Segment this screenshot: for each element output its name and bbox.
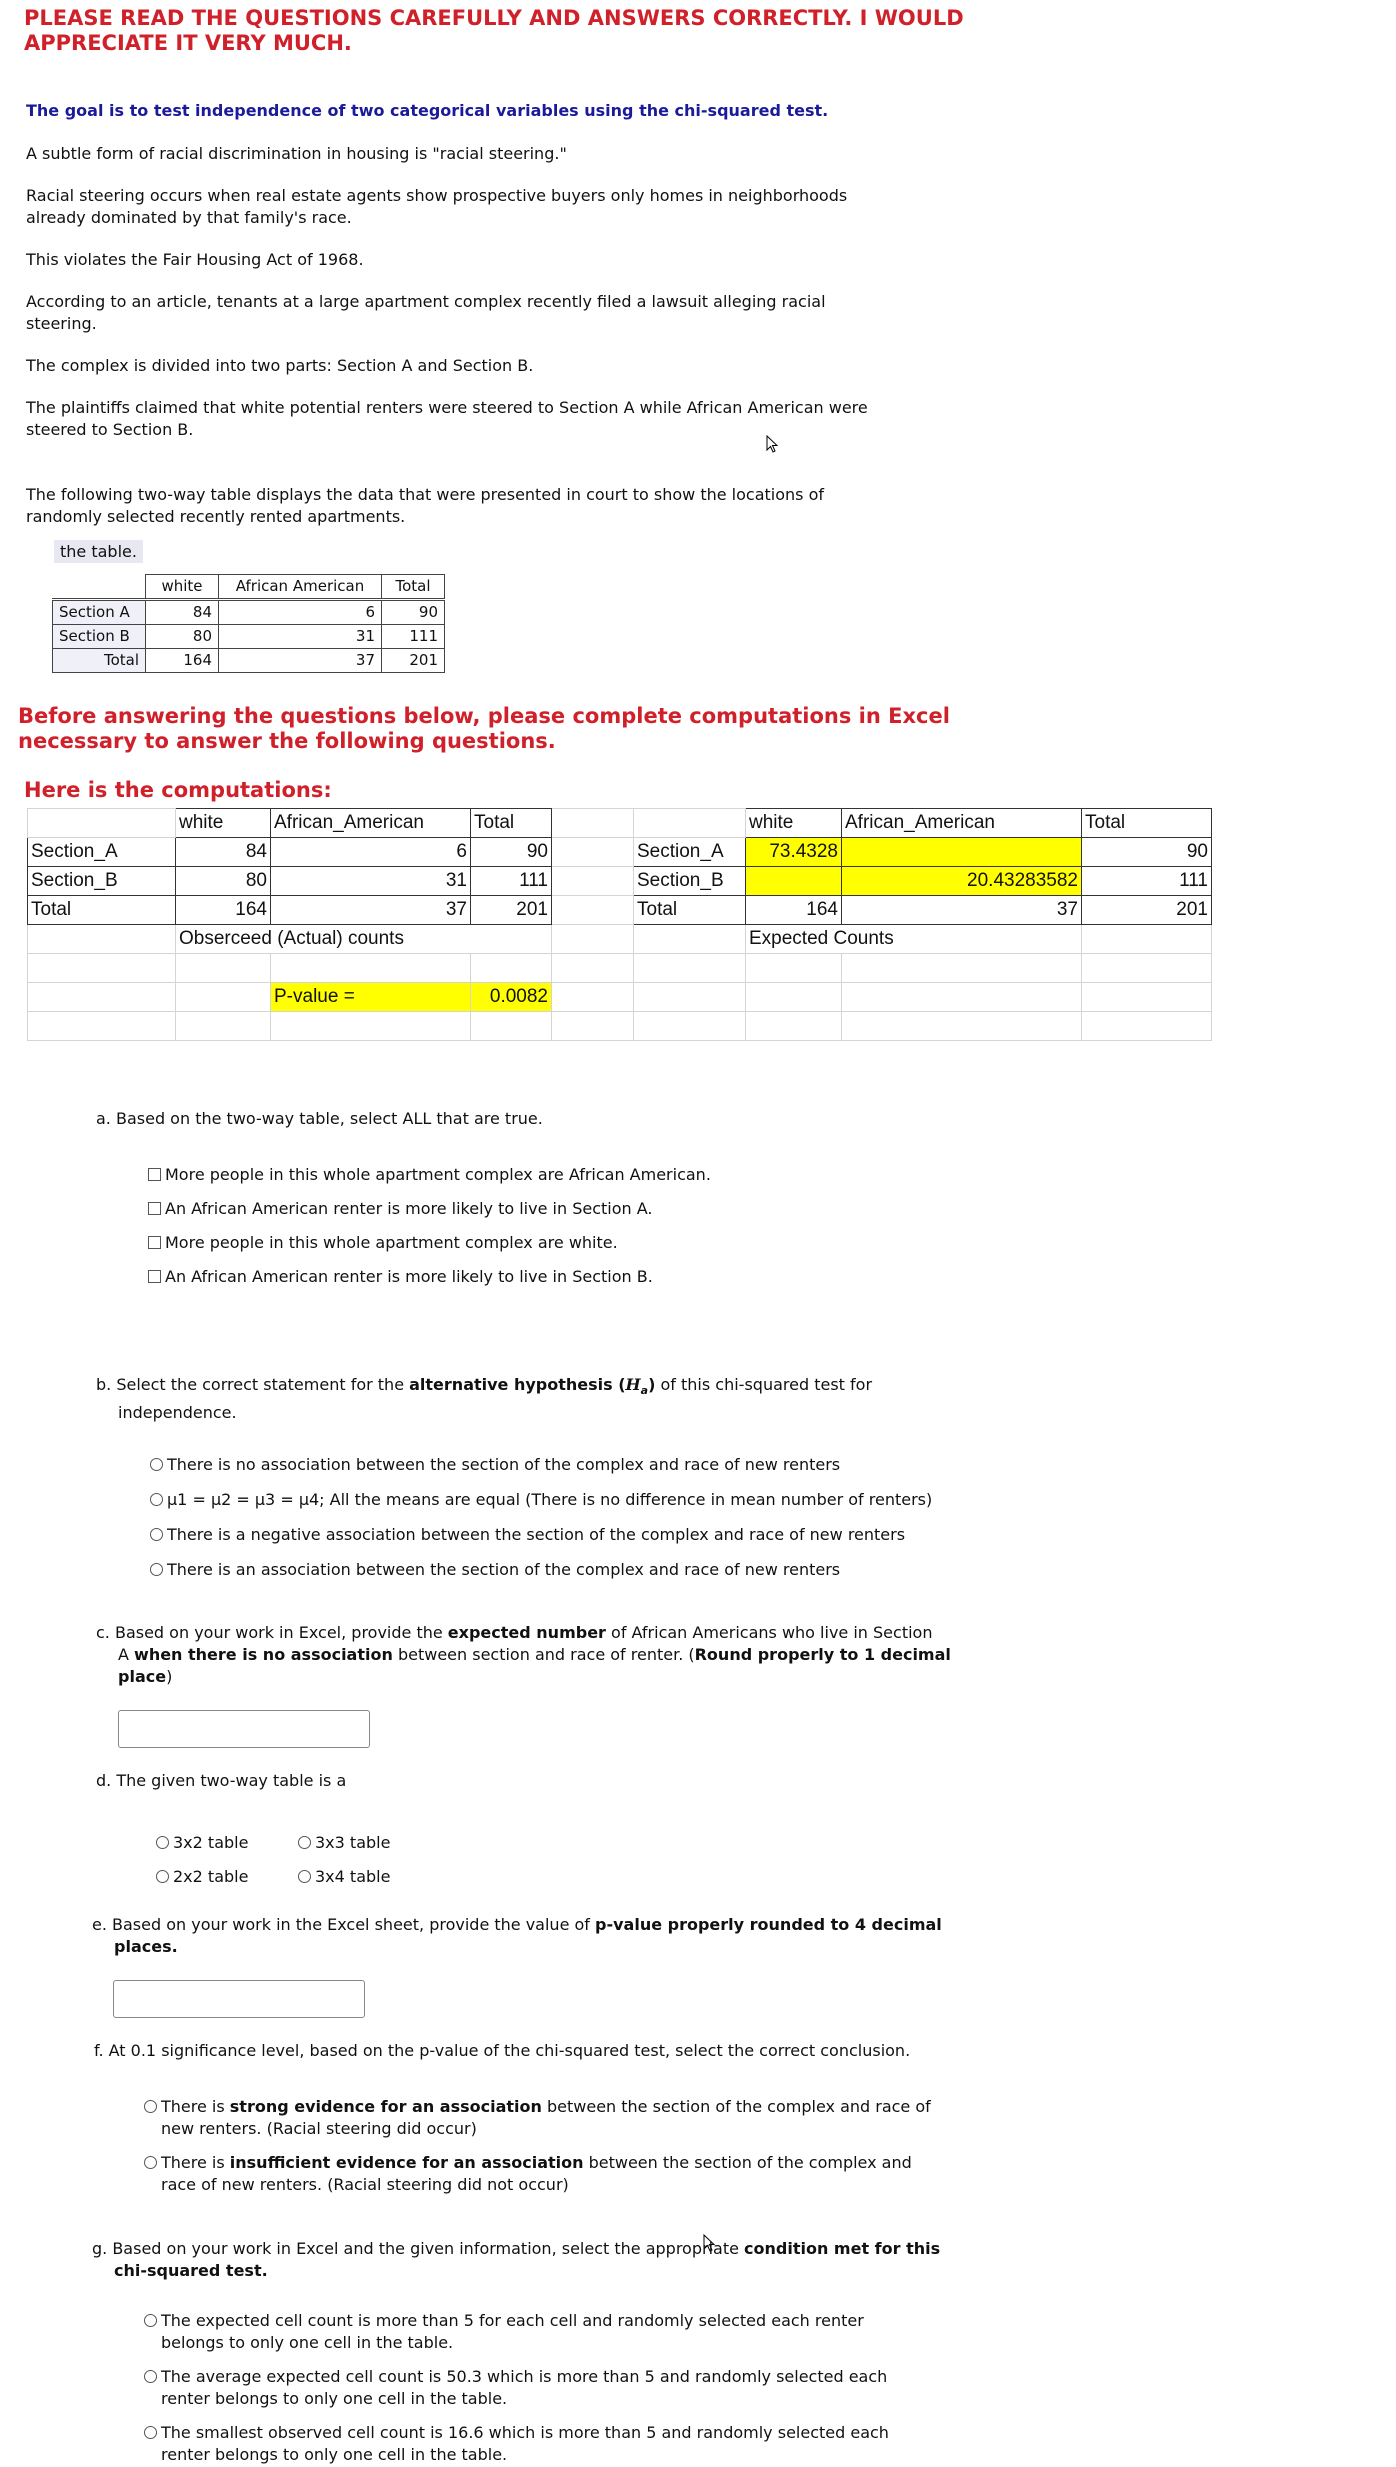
question-d-option[interactable]: 3x2 table xyxy=(156,1832,248,1854)
question-f-option[interactable]: There is insufficient evidence for an association between the section of the complex and race of new renters. (Racial steering did not occur) xyxy=(144,2152,1044,2196)
radio-button[interactable] xyxy=(150,1563,163,1576)
excel-row-label[interactable]: Total xyxy=(28,896,176,925)
question-g-option[interactable]: The expected cell count is more than 5 for each cell and randomly selected each renter belongs to only one cell in the table. xyxy=(144,2310,1044,2354)
two-way-cell: 37 xyxy=(219,649,382,673)
question-f-prompt: f. At 0.1 significance level, based on the p-value of the chi-squared test, select the correct conclusion. xyxy=(94,2041,911,2060)
excel-observed-cell[interactable]: 6 xyxy=(271,838,471,867)
two-way-header-blank xyxy=(53,575,146,600)
excel-cell[interactable] xyxy=(28,1012,176,1041)
excel-observed-cell[interactable]: 201 xyxy=(471,896,552,925)
excel-cell[interactable] xyxy=(471,1012,552,1041)
excel-header-total[interactable]: Total xyxy=(471,809,552,838)
radio-button[interactable] xyxy=(156,1836,169,1849)
instructions-line-1: Before answering the questions below, please complete computations in Excel xyxy=(18,704,950,728)
question-b-option[interactable]: There is an association between the section of the complex and race of new renters xyxy=(150,1559,1150,1581)
checkbox[interactable] xyxy=(148,1202,161,1215)
computations-heading: Here is the computations: xyxy=(24,778,332,802)
two-way-header-total: Total xyxy=(382,575,445,600)
checkbox[interactable] xyxy=(148,1236,161,1249)
two-way-header-row xyxy=(53,575,445,600)
excel-row xyxy=(28,896,1212,925)
excel-pvalue-label[interactable]: P-value = xyxy=(271,983,471,1012)
two-way-cell: 6 xyxy=(219,600,382,625)
excel-cell[interactable] xyxy=(1082,925,1212,954)
question-f-option[interactable]: There is strong evidence for an association between the section of the complex and race of new renters. (Racial steering did occur) xyxy=(144,2096,1044,2140)
two-way-row-label: Section A xyxy=(53,600,146,625)
excel-cell[interactable] xyxy=(552,838,634,867)
intro-p3: This violates the Fair Housing Act of 1968. xyxy=(26,250,364,269)
question-g-option[interactable]: The smallest observed cell count is 16.6 which is more than 5 and randomly selected each renter belongs to only one cell in the table. xyxy=(144,2422,1044,2466)
excel-cell[interactable] xyxy=(634,925,746,954)
question-f-options xyxy=(144,2096,1044,2196)
excel-row-label[interactable]: Total xyxy=(634,896,746,925)
two-way-cell: 90 xyxy=(382,600,445,625)
question-a-prompt: a. Based on the two-way table, select ALL that are true. xyxy=(96,1109,543,1128)
excel-cell[interactable] xyxy=(28,925,176,954)
radio-button[interactable] xyxy=(144,2426,157,2439)
table-label: the table. xyxy=(54,540,143,563)
excel-expected-cell[interactable] xyxy=(842,838,1082,867)
instructions-heading xyxy=(18,704,1018,754)
two-way-row-label: Section B xyxy=(53,625,146,649)
intro-p5: The complex is divided into two parts: Section A and Section B. xyxy=(26,356,534,375)
excel-cell[interactable] xyxy=(634,809,746,838)
header-line-1: PLEASE READ THE QUESTIONS CAREFULLY AND ANSWERS CORRECTLY. I WOULD xyxy=(24,6,964,30)
excel-cell[interactable] xyxy=(1082,983,1212,1012)
excel-cell[interactable] xyxy=(552,1012,634,1041)
two-way-cell: 201 xyxy=(382,649,445,673)
intro-p1: A subtle form of racial discrimination in housing is "racial steering." xyxy=(26,144,567,163)
radio-button[interactable] xyxy=(144,2370,157,2383)
excel-pvalue-value[interactable]: 0.0082 xyxy=(471,983,552,1012)
two-way-header-white: white xyxy=(146,575,219,600)
excel-expected-cell[interactable]: 20.43283582 xyxy=(842,867,1082,896)
two-way-header-aa: African American xyxy=(219,575,382,600)
goal-statement: The goal is to test independence of two categorical variables using the chi-squared test. xyxy=(26,101,829,120)
header-line-2: APPRECIATE IT VERY MUCH. xyxy=(24,31,352,55)
question-a-options xyxy=(148,1164,1048,1288)
intro-p2: Racial steering occurs when real estate agents show prospective buyers only homes in neighborhoods already dominated by that family's race. xyxy=(26,186,848,227)
excel-cell[interactable] xyxy=(552,983,634,1012)
excel-cell[interactable] xyxy=(634,954,746,983)
radio-button[interactable] xyxy=(144,2100,157,2113)
excel-cell[interactable] xyxy=(746,983,842,1012)
excel-cell[interactable] xyxy=(176,954,271,983)
excel-cell[interactable] xyxy=(471,954,552,983)
excel-cell[interactable] xyxy=(552,867,634,896)
excel-header-aa[interactable]: African_American xyxy=(842,809,1082,838)
excel-cell[interactable] xyxy=(176,983,271,1012)
question-b-option[interactable]: There is no association between the section of the complex and race of new renters xyxy=(150,1454,1150,1476)
excel-cell[interactable] xyxy=(746,954,842,983)
radio-button[interactable] xyxy=(150,1458,163,1471)
excel-cell[interactable] xyxy=(1082,954,1212,983)
two-way-row xyxy=(53,600,445,625)
excel-observed-cell[interactable]: 80 xyxy=(176,867,271,896)
excel-cell[interactable] xyxy=(552,896,634,925)
excel-caption-row xyxy=(28,925,1212,954)
expected-number-input[interactable] xyxy=(118,1710,370,1748)
excel-row-label[interactable]: Section_B xyxy=(28,867,176,896)
excel-cell[interactable] xyxy=(1082,1012,1212,1041)
two-way-row-label: Total xyxy=(53,649,146,673)
radio-button[interactable] xyxy=(298,1870,311,1883)
two-way-table xyxy=(52,574,445,673)
radio-button[interactable] xyxy=(144,2156,157,2169)
intro-text xyxy=(26,143,926,461)
radio-button[interactable] xyxy=(298,1836,311,1849)
excel-header-white[interactable]: white xyxy=(176,809,271,838)
excel-cell[interactable] xyxy=(842,954,1082,983)
excel-expected-cell[interactable]: 164 xyxy=(746,896,842,925)
excel-cell[interactable] xyxy=(842,1012,1082,1041)
question-d-option[interactable]: 3x4 table xyxy=(298,1866,390,1888)
excel-row-label[interactable]: Section_B xyxy=(634,867,746,896)
excel-row xyxy=(28,867,1212,896)
excel-sheet xyxy=(27,808,1212,1041)
excel-header-total[interactable]: Total xyxy=(1082,809,1212,838)
question-g-options xyxy=(144,2310,1044,2466)
excel-observed-cell[interactable]: 164 xyxy=(176,896,271,925)
excel-observed-cell[interactable]: 111 xyxy=(471,867,552,896)
excel-cell[interactable] xyxy=(552,954,634,983)
excel-observed-cell[interactable]: 31 xyxy=(271,867,471,896)
radio-button[interactable] xyxy=(150,1493,163,1506)
excel-pvalue-row xyxy=(28,983,1212,1012)
excel-cell[interactable] xyxy=(634,1012,746,1041)
question-a-option[interactable]: An African American renter is more likely to live in Section A. xyxy=(148,1198,1048,1220)
excel-cell[interactable] xyxy=(271,1012,471,1041)
excel-cell[interactable] xyxy=(552,925,634,954)
two-way-cell: 111 xyxy=(382,625,445,649)
excel-expected-cell[interactable]: 90 xyxy=(1082,838,1212,867)
excel-cell[interactable] xyxy=(746,1012,842,1041)
radio-button[interactable] xyxy=(144,2314,157,2327)
excel-expected-cell[interactable]: 37 xyxy=(842,896,1082,925)
question-b-option[interactable]: μ1 = μ2 = μ3 = μ4; All the means are equal (There is no difference in mean number of renters) xyxy=(150,1489,1150,1511)
excel-cell[interactable] xyxy=(176,1012,271,1041)
excel-row-label[interactable]: Section_A xyxy=(634,838,746,867)
excel-observed-cell[interactable]: 84 xyxy=(176,838,271,867)
excel-header-aa[interactable]: African_American xyxy=(271,809,471,838)
question-b-prompt: b. Select the correct statement for the alternative hypothesis $(H_a)$ of this chi-squared test for independence. xyxy=(96,1375,873,1423)
excel-row xyxy=(28,838,1212,867)
two-way-row xyxy=(53,625,445,649)
mouse-cursor-icon xyxy=(766,435,780,455)
question-g-prompt: g. Based on your work in Excel and the given information, select the appropriate condition met for this chi-squared test. xyxy=(92,2239,941,2280)
question-b-options xyxy=(150,1454,1150,1581)
radio-button[interactable] xyxy=(156,1870,169,1883)
question-a-option[interactable]: An African American renter is more likely to live in Section B. xyxy=(148,1266,1048,1288)
question-a-option[interactable]: More people in this whole apartment complex are African American. xyxy=(148,1164,1048,1186)
two-way-cell: 80 xyxy=(146,625,219,649)
question-e-prompt: e. Based on your work in the Excel sheet, provide the value of p-value properly rounded to 4 decimal places. xyxy=(92,1915,942,1956)
page-header xyxy=(24,6,1024,56)
excel-cell[interactable] xyxy=(271,954,471,983)
question-d-prompt: d. The given two-way table is a xyxy=(96,1771,347,1790)
question-c-prompt: c. Based on your work in Excel, provide the expected number of African Americans who live in Section A when there is no association between section and race of renter. (Round properly to 1 decimal place) xyxy=(96,1623,951,1686)
checkbox[interactable] xyxy=(148,1168,161,1181)
excel-empty-row xyxy=(28,954,1212,983)
question-b-option[interactable]: There is a negative association between the section of the complex and race of new renters xyxy=(150,1524,1150,1546)
question-g-option[interactable]: The average expected cell count is 50.3 which is more than 5 and randomly selected each renter belongs to only one cell in the table. xyxy=(144,2366,1044,2410)
excel-expected-cell[interactable] xyxy=(746,867,842,896)
question-d-option[interactable]: 3x3 table xyxy=(298,1832,390,1854)
excel-cell[interactable] xyxy=(634,983,746,1012)
two-way-cell: 164 xyxy=(146,649,219,673)
excel-cell[interactable] xyxy=(28,983,176,1012)
two-way-row xyxy=(53,649,445,673)
excel-observed-cell[interactable]: 37 xyxy=(271,896,471,925)
excel-header-white[interactable]: white xyxy=(746,809,842,838)
radio-button[interactable] xyxy=(150,1528,163,1541)
table-intro: The following two-way table displays the data that were presented in court to show the locations of randomly selected recently rented apartments. xyxy=(26,485,824,526)
excel-empty-row xyxy=(28,1012,1212,1041)
excel-row-label[interactable]: Section_A xyxy=(28,838,176,867)
question-d-option[interactable]: 2x2 table xyxy=(156,1866,248,1888)
p-value-input[interactable] xyxy=(113,1980,365,2018)
excel-cell[interactable] xyxy=(28,809,176,838)
excel-cell[interactable] xyxy=(842,983,1082,1012)
instructions-line-2: necessary to answer the following questions. xyxy=(18,729,556,753)
excel-observed-caption[interactable]: Obserceed (Actual) counts xyxy=(176,925,552,954)
question-a-option[interactable]: More people in this whole apartment complex are white. xyxy=(148,1232,1048,1254)
excel-cell[interactable] xyxy=(552,809,634,838)
two-way-cell: 31 xyxy=(219,625,382,649)
excel-expected-cell[interactable]: 73.4328 xyxy=(746,838,842,867)
excel-expected-cell[interactable]: 201 xyxy=(1082,896,1212,925)
intro-p6: The plaintiffs claimed that white potential renters were steered to Section A while African American were steered to Section B. xyxy=(26,398,868,439)
excel-header-row xyxy=(28,809,1212,838)
checkbox[interactable] xyxy=(148,1270,161,1283)
excel-cell[interactable] xyxy=(28,954,176,983)
intro-p4: According to an article, tenants at a large apartment complex recently filed a lawsuit alleging racial steering. xyxy=(26,292,826,333)
excel-expected-cell[interactable]: 111 xyxy=(1082,867,1212,896)
excel-observed-cell[interactable]: 90 xyxy=(471,838,552,867)
two-way-cell: 84 xyxy=(146,600,219,625)
excel-expected-caption[interactable]: Expected Counts xyxy=(746,925,1082,954)
